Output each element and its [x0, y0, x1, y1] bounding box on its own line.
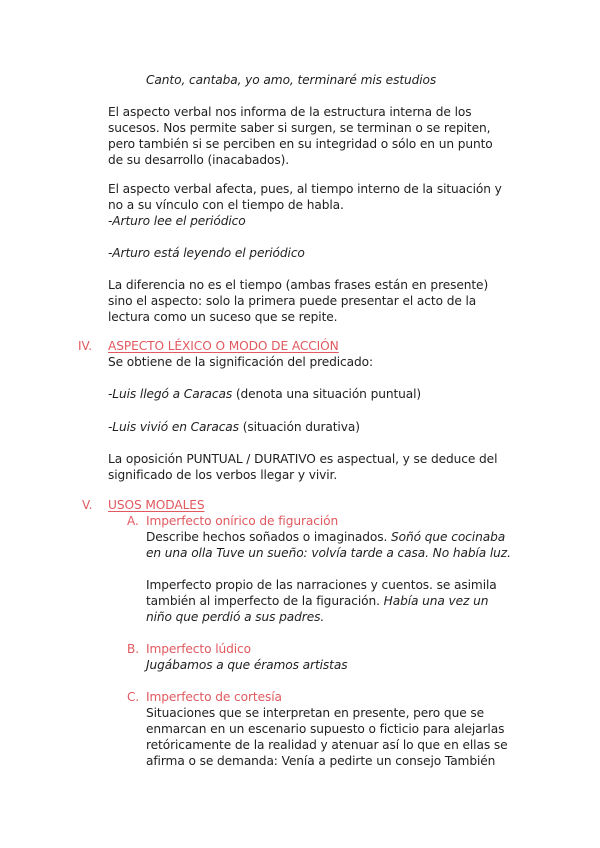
subsection-letter-b: B. — [127, 642, 140, 656]
text-line: significado de los verbos llegar y vivir. — [108, 468, 338, 482]
text-line: lectura como un suceso que se repite. — [108, 310, 338, 324]
subsection-title-ludico: Imperfecto lúdico — [146, 642, 252, 656]
text-line: enmarcan en un escenario supuesto o ficticio para alejarlas — [146, 722, 505, 736]
example-luis-vivio — [108, 419, 360, 435]
subsection-letter-a: A. — [127, 514, 139, 528]
text-line: Situaciones que se interpretan en presente, pero que se — [146, 706, 485, 720]
text-normal: también al imperfecto de la figuración. — [146, 594, 384, 608]
section-iv-intro: Se obtiene de la significación del predicado: — [108, 355, 374, 369]
example-arturo-leyendo: -Arturo está leyendo el periódico — [108, 246, 305, 260]
text-line: La oposición PUNTUAL / DURATIVO es aspectual, y se deduce del — [108, 452, 498, 466]
text-line: no a su vínculo con el tiempo de habla. — [108, 198, 344, 212]
text-line: en una olla Tuve un sueño: volvía tarde a casa. No había luz. — [146, 546, 511, 560]
subsection-title-onirico: Imperfecto onírico de figuración — [146, 514, 339, 528]
text-line: sucesos. Nos permite saber si surgen, se terminan o se repiten, — [108, 121, 491, 135]
paragraph-cortesia — [146, 705, 508, 769]
text-line: retóricamente de la realidad y atenuar así lo que en ellas se — [146, 738, 508, 752]
subsection-letter-c: C. — [127, 690, 140, 704]
text-line — [146, 529, 511, 545]
paragraph-puntual-durativo — [108, 451, 497, 483]
text-line: El aspecto verbal nos informa de la estructura interna de los — [108, 105, 472, 119]
text-line: La diferencia no es el tiempo (ambas frases están en presente) — [108, 278, 489, 292]
example-italic: -Luis vivió en Caracas — [108, 420, 239, 434]
paragraph-aspect-time — [108, 181, 502, 229]
section-number-v: V. — [82, 498, 93, 512]
subsection-title-cortesia: Imperfecto de cortesía — [146, 690, 282, 704]
example-arturo-lee: -Arturo lee el periódico — [108, 214, 246, 228]
paragraph-aspect-definition — [108, 104, 493, 168]
section-number-iv: IV. — [78, 339, 93, 353]
example-note: (situación durativa) — [238, 420, 360, 434]
text-line: sino el aspecto: solo la primera puede presentar el acto de la — [108, 294, 477, 308]
example-luis-llego — [108, 386, 421, 402]
example-note: (denota una situación puntual) — [232, 387, 422, 401]
section-title-usos-modales: USOS MODALES — [108, 498, 205, 512]
section-title-aspecto-lexico: ASPECTO LÉXICO O MODO DE ACCIÓN — [108, 339, 339, 353]
text-line: afirma o se demanda: Venía a pedirte un consejo También — [146, 754, 496, 768]
text-line: de su desarrollo (inacabados). — [108, 153, 290, 167]
example-italic: -Luis llegó a Caracas — [108, 387, 233, 401]
paragraph-onirico — [146, 529, 511, 561]
example-ludico: Jugábamos a que éramos artistas — [146, 658, 348, 672]
text-italic: Soñó que cocinaba — [391, 530, 506, 544]
text-italic: Había una vez un — [383, 594, 489, 608]
text-line — [146, 593, 497, 609]
text-line: pero también si se perciben en su integridad o sólo en un punto — [108, 137, 493, 151]
text-line: El aspecto verbal afecta, pues, al tiempo interno de la situación y — [108, 182, 502, 196]
paragraph-narraciones — [146, 577, 497, 625]
text-line: Imperfecto propio de las narraciones y cuentos. se asimila — [146, 578, 497, 592]
text-normal: Describe hechos soñados o imaginados. — [146, 530, 392, 544]
paragraph-difference — [108, 277, 488, 325]
quote-examples: Canto, cantaba, yo amo, terminaré mis estudios — [146, 73, 437, 87]
text-line: niño que perdió a sus padres. — [146, 610, 325, 624]
